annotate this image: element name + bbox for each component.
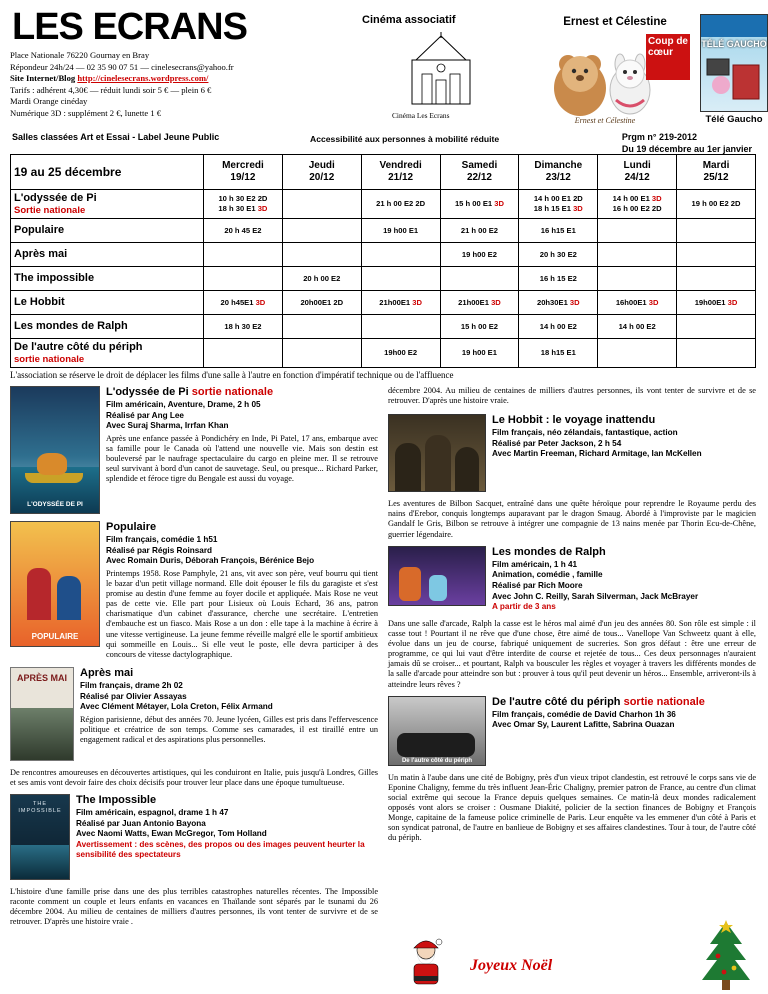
- schedule-film-tag: Sortie nationale: [14, 204, 86, 216]
- programme-period: Du 19 décembre au 1er janvier: [621, 143, 752, 154]
- programme-number-line1: Prgm n° 219-2012: [621, 132, 698, 142]
- cinema-building-icon: [402, 30, 480, 108]
- header: [10, 6, 767, 154]
- schedule-cell: 21h00E1 3D: [440, 291, 519, 315]
- schedule-cell: [598, 243, 677, 267]
- numerique-line: Numérique 3D : supplément 2 €, lunette 1 €: [10, 107, 162, 118]
- schedule-cell: 14 h 00 E1 2D 18 h 15 E1 3D: [519, 190, 598, 219]
- address-line: Place Nationale 76220 Gournay en Bray: [10, 50, 150, 60]
- film-synopsis-the-impossible: L'histoire d'une famille prise dans une des plus terribles catastrophes naturelles récentes. The Impossible raconte comment un couple et leurs enfants en vacances en Thaïlande sont séparés par le tsunami du 26 décembre 2004. Au milieu de centaines de milliers d'autres personnes, ils vont tenter de survivre et de se retrouver. D'après une histoire vraie .: [10, 887, 378, 927]
- tele-gaucho-caption: Télé Gaucho: [705, 114, 763, 125]
- table-row: [11, 243, 756, 267]
- film-title-hobbit: Le Hobbit : le voyage inattendu: [492, 414, 656, 427]
- site-url[interactable]: http://cinelesecrans.wordpress.com/: [77, 73, 209, 84]
- day-col-0: Mercredi 19/12: [204, 155, 283, 190]
- schedule-cell: 19h00 E2: [361, 339, 440, 368]
- schedule-cell: 15 h 00 E1 3D: [440, 190, 519, 219]
- schedule-cell: [677, 339, 756, 368]
- schedule-cell: [677, 267, 756, 291]
- film-title-the-impossible: The Impossible: [76, 794, 157, 807]
- schedule-cell: [204, 339, 283, 368]
- schedule-cell: [204, 243, 283, 267]
- schedule-film-name: Le Hobbit: [11, 291, 204, 315]
- schedule-cell: 15 h 00 E2: [440, 315, 519, 339]
- schedule-film-name: Les mondes de Ralph: [11, 315, 204, 339]
- schedule-period: 19 au 25 décembre: [11, 155, 204, 190]
- day-col-3: Samedi 22/12: [440, 155, 519, 190]
- day-col-2: Vendredi 21/12: [361, 155, 440, 190]
- schedule-cell: 20 h 45 E2: [204, 219, 283, 243]
- schedule-cell: 21 h 00 E2: [440, 219, 519, 243]
- tarifs-line: Tarifs : adhérent 4,30€ — réduit lundi soir 5 € — plein 6 €: [10, 84, 212, 95]
- schedule-film-name: The impossible: [11, 267, 204, 291]
- schedule-cell: [282, 315, 361, 339]
- schedule-film-name: L'odyssée de Pi Sortie nationale: [11, 190, 204, 219]
- schedule-cell: 16 h 15 E2: [519, 267, 598, 291]
- film-title-apres-mai: Après mai: [80, 666, 134, 679]
- table-row: [11, 190, 756, 219]
- film-entry-odyssee: [10, 386, 378, 514]
- film-title-odyssee: L'odyssée de Pi sortie nationale: [106, 385, 274, 398]
- schedule-body: [11, 190, 756, 368]
- christmas-tree-icon: [698, 920, 754, 992]
- coup-de-coeur-badge: Coup de cœur: [646, 34, 690, 80]
- film-tag-sortie-nationale-periph: sortie nationale: [623, 695, 705, 708]
- phone-line: Répondeur 24h/24 — 02 35 90 07 51 — cinelesecrans@yahoo.fr: [10, 61, 234, 72]
- schedule-cell: 19 h 00 E2 2D: [677, 190, 756, 219]
- film-meta-odyssee: Film américain, Aventure, Drame, 2 h 05 Réalisé par Ang Lee Avec Suraj Sharma, Irrfan Khan: [106, 399, 261, 431]
- poster-the-impossible-label: THE IMPOSSIBLE: [18, 801, 62, 814]
- film-columns: [10, 386, 758, 928]
- table-header-row: [11, 155, 756, 190]
- santa-icon: [404, 936, 448, 990]
- schedule-cell: 14 h 00 E2: [598, 315, 677, 339]
- greeting-text: Joyeux Noël: [470, 957, 553, 975]
- table-row: [11, 339, 756, 368]
- film-synopsis-ralph: Dans une salle d'arcade, Ralph la casse est le héros mal aimé d'un jeu des années 80. Son rôle est simple : il casse tout ! Pourtant il ne rêve que d'une chose, être aimé de tous... Vanellope Van Schweetz quant à elle, évolue dans un jeu de course, fabriqué uniquement de sucreries. Son gros défaut : être une erreur de programme, ce qui lui vaut d'être interdite de course et rejetée de tous... Ces deux personnages n'auraient jamais dû se croiser... et pourtant, Ralph va bousculer les règles et voyager à travers les différents mondes de la salle d'arcade pour atteindre son but : prouver à tous qu'il peut devenir un héros... Ensemble, arriveront-ils à atteindre leurs rêves ?: [388, 618, 756, 689]
- schedule-cell: 18 h 30 E2: [204, 315, 283, 339]
- site-label: Site Internet/Blog: [10, 73, 76, 84]
- film-meta-populaire: Film français, comédie 1 h51 Réalisé par Régis Roinsard Avec Romain Duris, Déborah François, Bérénice Bejo: [106, 534, 315, 566]
- schedule-cell: [361, 243, 440, 267]
- schedule-cell: 19h00E1 3D: [677, 291, 756, 315]
- poster-de-lautre-cote-du-periph: [388, 696, 486, 766]
- schedule-cell: [440, 267, 519, 291]
- assoc-label: Cinéma associatif: [362, 14, 456, 26]
- film-synopsis-periph: Un matin à l'aube dans une cité de Bobigny, près d'un vieux tripot clandestin, est retrouvé le corps sans vie de Eponine Chaligny, femme du très influent Jean-Éric Chaligny, premier patron de France, au centre d'un climat social extrême qui secoue la France depuis quelques semaines. Ce matin-là deux mondes radicalement opposés vont alors se croiser : Ousmane Diakité, policier de la section finances de Bobigny et François Monge, capitaine de la fameuse police criminelle de Paris. Leur enquête va les emmener d'un côté à Paris et son syndicat patronal, de l'autre en banlieue de Bobigny et ses affaires clandestines. Tour à tour, de l'autre côté du périph.: [388, 772, 756, 843]
- film-entry-apres-mai: [10, 667, 378, 761]
- schedule-cell: 19 h00 E1: [361, 219, 440, 243]
- schedule-cell: 19 h00 E2: [440, 243, 519, 267]
- film-synopsis-apres-mai-cont: De rencontres amoureuses en découvertes artistiques, qui les conduiront en Italie, puis jusqu'à Londres, Gilles et ses amis vont devoir faire des choix décisifs pour trouver leur place dans une époque tumultueuse.: [10, 767, 378, 787]
- schedule-cell: 14 h 00 E1 3D 16 h 00 E2 2D: [598, 190, 677, 219]
- schedule-cell: 20 h45E1 3D: [204, 291, 283, 315]
- schedule-cell: 20h30E1 3D: [519, 291, 598, 315]
- schedule-cell: [361, 315, 440, 339]
- poster-les-mondes-de-ralph: [388, 546, 486, 606]
- schedule-cell: [282, 219, 361, 243]
- day-col-5: Lundi 24/12: [598, 155, 677, 190]
- cinema-building-caption: Cinéma Les Ecrans: [392, 111, 450, 120]
- schedule-cell: 20 h 30 E2: [519, 243, 598, 267]
- schedule-cell: [361, 267, 440, 291]
- schedule-cell: [204, 267, 283, 291]
- film-meta-apres-mai: Film français, drame 2h 02 Réalisé par Olivier Assayas Avec Clément Métayer, Lola Creton, Félix Armand: [80, 680, 273, 712]
- film-meta-the-impossible: Film américain, espagnol, drame 1 h 47 Réalisé par Juan Antonio Bayona Avec Naomi Watts, Ewan McGregor, Tom Holland: [76, 808, 267, 839]
- film-entry-ralph: [388, 546, 756, 612]
- schedule-film-name: De l'autre côté du périph sortie nationale: [11, 339, 204, 368]
- schedule-film-name: Après mai: [11, 243, 204, 267]
- film-title-periph: De l'autre côté du périph sortie nationale: [492, 695, 705, 708]
- film-synopsis-populaire: Printemps 1958. Rose Pamphyle, 21 ans, vit avec son père, veuf bourru qui tient le bazar d'un petit village normand. Elle doit épouser le fils du garagiste et s'est promise au destin d'une femme au foyer docile et appliquée. Mais Rose ne veut pas de cette vie. Elle part pour Lisieux où Louis Echard, 36 ans, patron charismatique d'un cabinet d'assurance, cherche une secrétaire. L'entretien d'embauche est un fiasco. Mais Rose a un don : elle tape à la machine à écrire à une vitesse vertigineuse. La jeune femme réveille malgré elle le sportif ambitieux qui sommeille en Louis... Si elle veut le poste, elle devra participer à des concours de vitesse dactylographique.: [106, 568, 378, 659]
- day-col-1: Jeudi 20/12: [282, 155, 361, 190]
- film-column-right: [388, 386, 756, 928]
- schedule-cell: [282, 190, 361, 219]
- schedule-cell: [598, 339, 677, 368]
- table-row: [11, 315, 756, 339]
- poster-odyssee-label: L'ODYSSÉE DE PI: [27, 501, 83, 509]
- film-column-left: [10, 386, 378, 928]
- accessibility-label: Accessibilité aux personnes à mobilité réduite: [310, 134, 500, 144]
- film-meta-ralph: Film américain, 1 h 41 Animation, comédie , famille Réalisé par Rich Moore Avec John C. Reilly, Sarah Silverman, Jack McBrayer: [492, 559, 699, 601]
- schedule-film-tag: sortie nationale: [14, 354, 85, 366]
- poster-le-hobbit: [388, 414, 486, 492]
- film-title-populaire: Populaire: [106, 520, 157, 533]
- schedule-table: [10, 154, 756, 368]
- film-entry-periph: [388, 696, 756, 766]
- film-entry-hobbit: [388, 414, 756, 492]
- table-row: [11, 267, 756, 291]
- film-meta-hobbit: Film français, néo zélandais, fantastique, action Réalisé par Peter Jackson, 2 h 54 Avec Martin Freeman, Richard Armitage, Ian McKellen: [492, 428, 702, 459]
- day-col-4: Dimanche 23/12: [519, 155, 598, 190]
- schedule-cell: [598, 219, 677, 243]
- table-row: [11, 219, 756, 243]
- day-col-6: Mardi 25/12: [677, 155, 756, 190]
- schedule-cell: [282, 339, 361, 368]
- ernest-celestine-caption: Ernest et Célestine: [574, 116, 636, 125]
- schedule-cell: [677, 243, 756, 267]
- film-entry-populaire: [10, 521, 378, 660]
- poster-apres-mai-label: APRÈS MAI: [16, 672, 67, 683]
- schedule-note: L'association se réserve le droit de déplacer les films d'une salle à l'autre en fonction d'impératif technique ou de l'affluence: [10, 370, 454, 381]
- salles-label: Salles classées Art et Essai - Label Jeune Public: [12, 132, 220, 142]
- schedule-cell: 19 h00 E1: [440, 339, 519, 368]
- mardi-line: Mardi Orange cinéday: [10, 96, 88, 107]
- film-age-rating-ralph: A partir de 3 ans: [492, 602, 556, 612]
- schedule-cell: [598, 267, 677, 291]
- schedule-cell: 21 h 00 E2 2D: [361, 190, 440, 219]
- tele-gaucho-poster: [700, 14, 768, 112]
- film-title-ralph: Les mondes de Ralph: [492, 545, 606, 558]
- tele-gaucho-poster-title: TÉLÉ GAUCHO: [701, 39, 767, 49]
- schedule-cell: 16 h15 E1: [519, 219, 598, 243]
- film-synopsis-odyssee: Après une enfance passée à Pondichéry en Inde, Pi Patel, 17 ans, embarque avec sa famille pour le Canada où l'attend une nouvelle vie. Mais son destin est bouleversé par le naufrage spectaculaire du cargo en pleine mer. Il se retrouve seul survivant à bord d'un canot de sauvetage. Seul, ou presque... Richard Parker, splendide et féroce tigre du Bengale est aussi du voyage.: [106, 433, 378, 484]
- schedule-cell: 16h00E1 3D: [598, 291, 677, 315]
- schedule-cell: [677, 219, 756, 243]
- schedule-cell: 10 h 30 E2 2D 18 h 30 E1 3D: [204, 190, 283, 219]
- film-entry-the-impossible: [10, 794, 378, 880]
- schedule-cell: 14 h 00 E2: [519, 315, 598, 339]
- poster-the-impossible: [10, 794, 70, 880]
- poster-periph-label: De l'autre côté du périph: [401, 757, 473, 764]
- poster-odyssee-de-pi: [10, 386, 100, 514]
- schedule-cell: 20h00E1 2D: [282, 291, 361, 315]
- right-column-continued-text: décembre 2004. Au milieu de centaines de milliers d'autres personnes, ils vont tenter de survivre et de se retrouver. D'après une histoire vraie.: [388, 385, 756, 406]
- film-synopsis-hobbit: Les aventures de Bilbon Sacquet, entraîné dans une quête héroïque pour reprendre le Royaume perdu des nains d'Erebor, conquis longtemps auparavant par le dragon Smaug. Abordé à l'improviste par le magicien Gandalf le Gris, Bilbon se retrouve à intégrer une compagnie de 13 nains menée par Thorin Ecu-de-Chêne, guerrier légendaire.: [388, 499, 756, 539]
- schedule-cell: 20 h 00 E2: [282, 267, 361, 291]
- schedule-cell: 18 h15 E1: [519, 339, 598, 368]
- film-warning-the-impossible: Avertissement : des scènes, des propos ou des images peuvent heurter la sensibilité des spectateurs: [76, 840, 365, 860]
- schedule-cell: [677, 315, 756, 339]
- schedule-cell: [282, 243, 361, 267]
- ernest-celestine-title: Ernest et Célestine: [563, 16, 667, 28]
- film-meta-periph: Film français, comédie de David Charhon 1h 36 Avec Omar Sy, Laurent Lafitte, Sabrina Ouazan: [492, 709, 676, 730]
- poster-populaire-label: POPULAIRE: [31, 631, 79, 641]
- schedule-film-name: Populaire: [11, 219, 204, 243]
- film-tag-sortie-nationale: sortie nationale: [191, 385, 274, 398]
- cinema-logo: LES ECRANS: [12, 6, 247, 48]
- film-synopsis-apres-mai: Région parisienne, début des années 70. Jeune lycéen, Gilles est pris dans l'effervescence politique et créatrice de son temps. Comme ses camarades, il est tiraillé entre un engagement radical et des aspirations plus personnelles.: [80, 714, 378, 745]
- programme-number: [622, 132, 752, 155]
- poster-populaire: [10, 521, 100, 647]
- table-row: [11, 291, 756, 315]
- poster-apres-mai: [10, 667, 74, 761]
- schedule-cell: 21h00E1 3D: [361, 291, 440, 315]
